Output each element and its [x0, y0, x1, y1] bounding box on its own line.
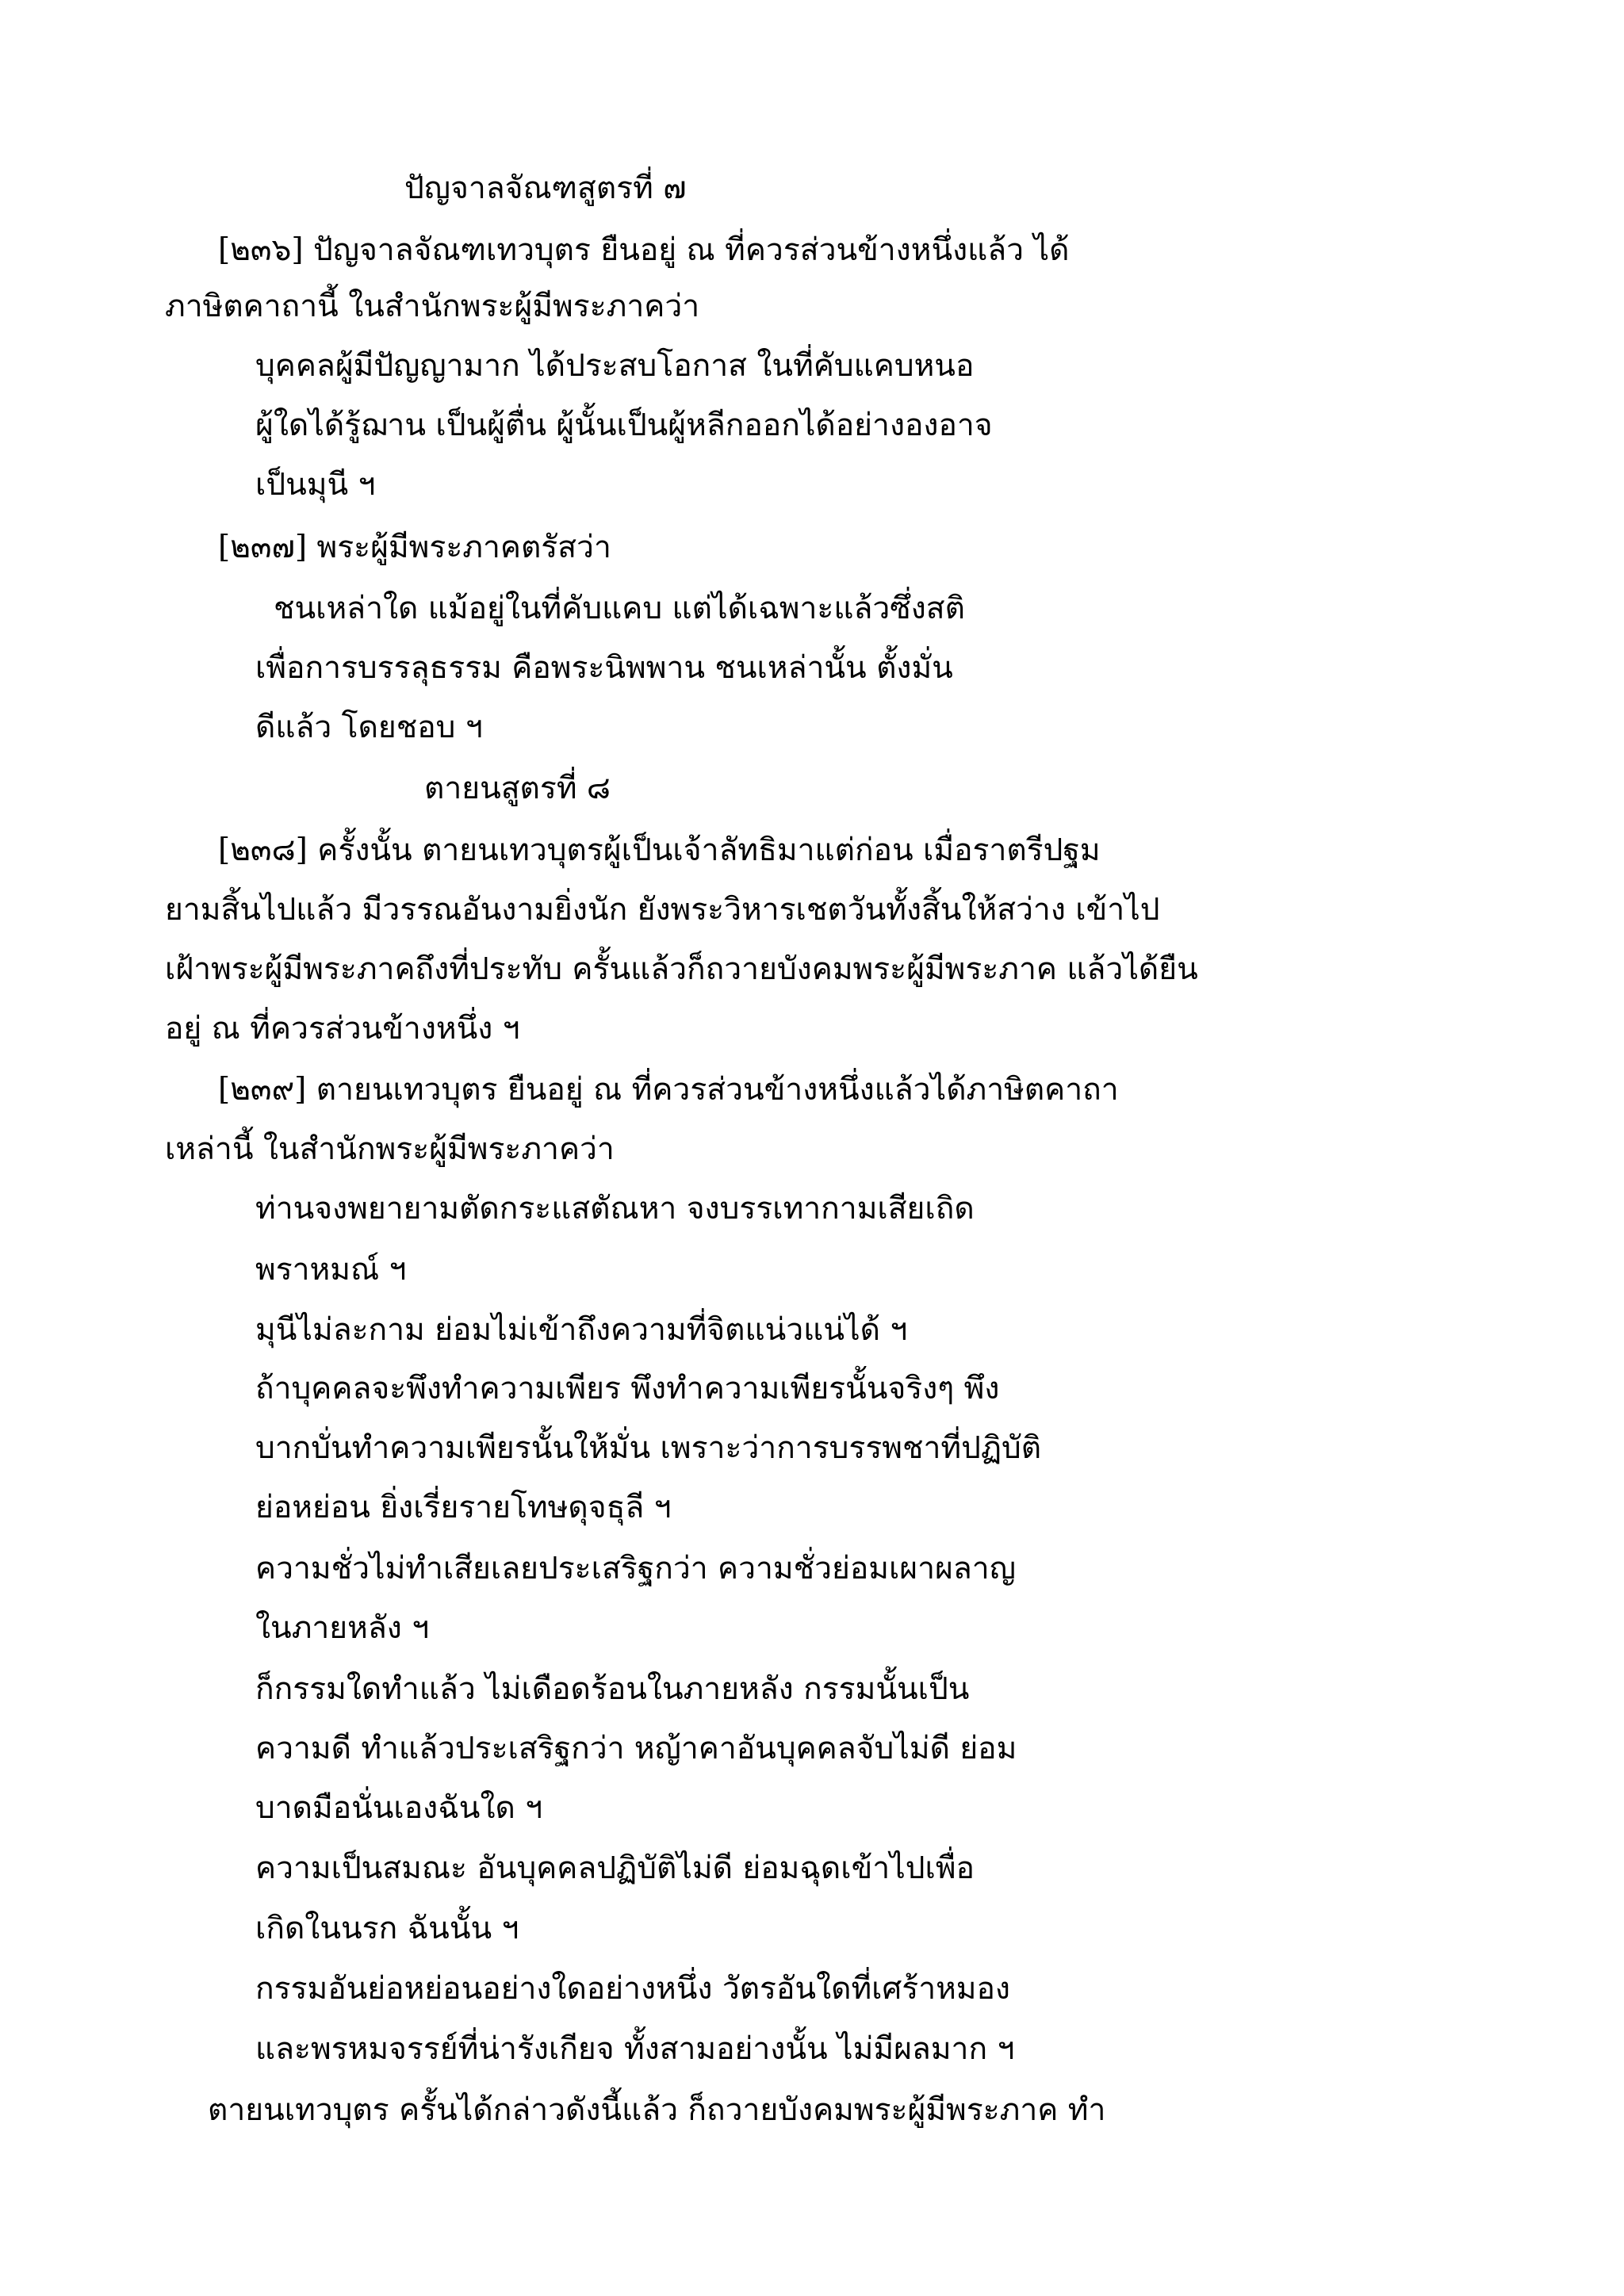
verse-239-line-5: บากบั่นทำความเพียรนั้นให้มั่น เพราะว่าการบรรพชาที่ปฏิบัติ — [255, 1430, 1042, 1466]
verse-237-line-3: ดีแล้ว โดยชอบ ฯ — [255, 710, 483, 745]
verse-239-line-9: ก็กรรมใดทำแล้ว ไม่เดือดร้อนในภายหลัง กรรมนั้นเป็น — [255, 1671, 970, 1707]
verse-239-line-3: มุนีไม่ละกาม ย่อมไม่เข้าถึงความที่จิตแน่วแน่ได้ ฯ — [255, 1312, 908, 1348]
paragraph-239-line-1: [๒๓๙] ตายนเทวบุตร ยืนอยู่ ณ ที่ควรส่วนข้างหนึ่งแล้วได้ภาษิตคาถา — [218, 1072, 1119, 1108]
paragraph-238-line-2: ยามสิ้นไปแล้ว มีวรรณอันงามยิ่งนัก ยังพระวิหารเชตวันทั้งสิ้นให้สว่าง เข้าไป — [165, 892, 1160, 928]
paragraph-238-line-1: [๒๓๘] ครั้งนั้น ตายนเทวบุตรผู้เป็นเจ้าลัทธิมาแต่ก่อน เมื่อราตรีปฐม — [218, 832, 1101, 868]
verse-239-line-6: ย่อหย่อน ยิ่งเรี่ยรายโทษดุจธุลี ฯ — [255, 1490, 672, 1525]
section-8-title: ตายนสูตรที่ ๘ — [424, 771, 611, 806]
paragraph-236-line-1: [๒๓๖] ปัญจาลจัณฑเทวบุตร ยืนอยู่ ณ ที่ควรส่วนข้างหนึ่งแล้ว ได้ — [218, 232, 1070, 268]
verse-239-line-7: ความชั่วไม่ทำเสียเลยประเสริฐกว่า ความชั่วย่อมเผาผลาญ — [255, 1551, 1016, 1586]
verse-237-line-1: ชนเหล่าใด แม้อยู่ในที่คับแคบ แต่ได้เฉพาะแล้วซึ่งสติ — [274, 591, 965, 626]
verse-239-line-11: บาดมือนั่นเองฉันใด ฯ — [255, 1790, 543, 1826]
verse-239-line-12: ความเป็นสมณะ อันบุคคลปฏิบัติไม่ดี ย่อมฉุดเข้าไปเพื่อ — [255, 1850, 975, 1886]
verse-239-line-1: ท่านจงพยายามตัดกระแสตัณหา จงบรรเทากามเสียเถิด — [255, 1191, 975, 1226]
closing-line: ตายนเทวบุตร ครั้นได้กล่าวดังนี้แล้ว ก็ถวายบังคมพระผู้มีพระภาค ทำ — [208, 2092, 1106, 2128]
verse-239-line-8: ในภายหลัง ฯ — [255, 1610, 430, 1646]
verse-239-line-14: กรรมอันย่อหย่อนอย่างใดอย่างหนึ่ง วัตรอันใดที่เศร้าหมอง — [255, 1971, 1010, 2007]
verse-239-line-13: เกิดในนรก ฉันนั้น ฯ — [255, 1911, 519, 1946]
verse-239-line-4: ถ้าบุคคลจะพึงทำความเพียร พึงทำความเพียรนั้นจริงๆ พึง — [255, 1371, 1000, 1406]
verse-237-line-2: เพื่อการบรรลุธรรม คือพระนิพพาน ชนเหล่านั้น ตั้งมั่น — [255, 650, 953, 686]
paragraph-239-line-2: เหล่านี้ ในสำนักพระผู้มีพระภาคว่า — [165, 1131, 615, 1167]
paragraph-238-line-3: เฝ้าพระผู้มีพระภาคถึงที่ประทับ ครั้นแล้วก็ถวายบังคมพระผู้มีพระภาค แล้วได้ยืน — [165, 951, 1198, 987]
paragraph-238-line-4: อยู่ ณ ที่ควรส่วนข้างหนึ่ง ฯ — [165, 1011, 520, 1047]
verse-239-line-2: พราหมณ์ ฯ — [255, 1252, 407, 1288]
verse-236-line-3: เป็นมุนี ฯ — [255, 467, 376, 503]
verse-239-line-10: ความดี ทำแล้วประเสริฐกว่า หญ้าคาอันบุคคลจับไม่ดี ย่อม — [255, 1731, 1017, 1766]
paragraph-236-line-2: ภาษิตคาถานี้ ในสำนักพระผู้มีพระภาคว่า — [165, 289, 700, 324]
section-7-title: ปัญจาลจัณฑสูตรที่ ๗ — [404, 170, 687, 206]
verse-239-line-15: และพรหมจรรย์ที่น่ารังเกียจ ทั้งสามอย่างนั้น ไม่มีผลมาก ฯ — [255, 2031, 1015, 2067]
paragraph-237: [๒๓๗] พระผู้มีพระภาคตรัสว่า — [218, 530, 611, 565]
verse-236-line-1: บุคคลผู้มีปัญญามาก ได้ประสบโอกาส ในที่คับแคบหนอ — [255, 348, 975, 384]
verse-236-line-2: ผู้ใดได้รู้ฌาน เป็นผู้ตื่น ผู้นั้นเป็นผู้หลีกออกได้อย่างองอาจ — [255, 408, 993, 443]
